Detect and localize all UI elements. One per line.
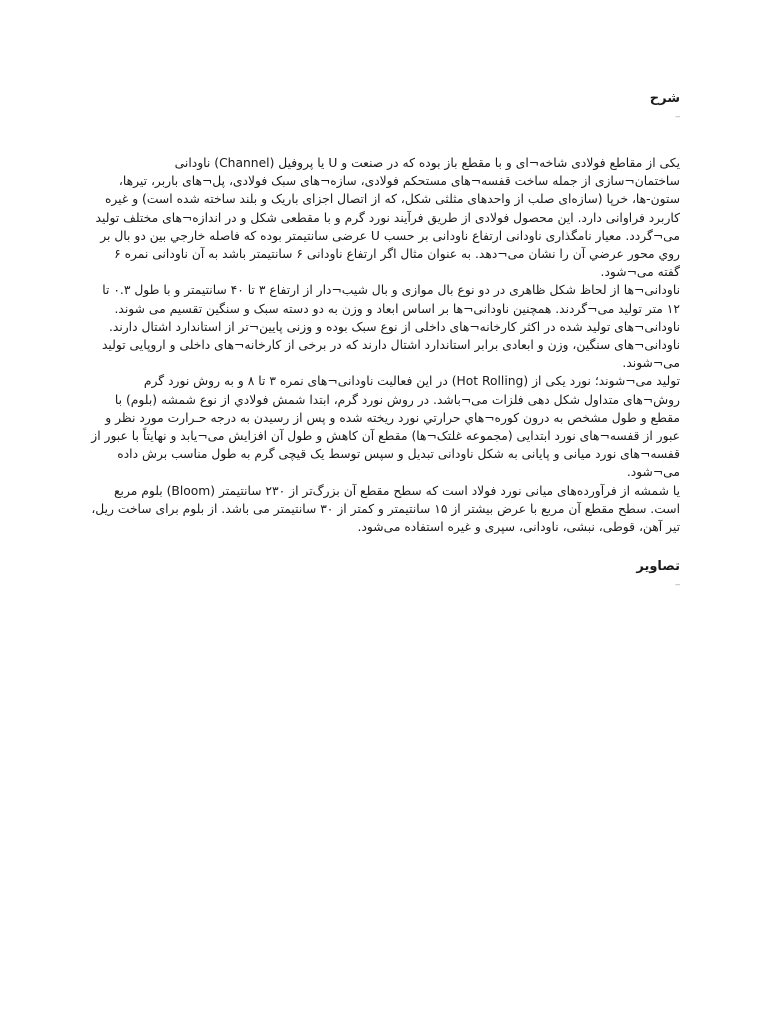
- paragraph-channel-types: ناودانی¬ها از لحاظ شکل ظاهری در دو نوع بال موازی و بال شیب¬دار از ارتفاع ۳ تا ۴۰ سانتیمتر و با طول ۰.۳ تا ۱۲ متر تولید می¬گردند. همچنین ناودانی¬ها بر اساس ابعاد و وزن به دو دسته سبک و سنگین تقسیم می شوند. ناودانی¬های تولید شده در اکثر کارخانه¬های داخلی از نوع سبک بوده و وزنی پایین¬تر از استاندارد اشتال دارند. ناودانی¬های سنگین، وزن و ابعادی برابر استاندارد اشتال دارند که در برخی از کارخانه¬های داخلی و اروپایی تولید می¬شوند.: [101, 283, 680, 371]
- heading-underline-mark: _: [675, 576, 680, 587]
- section-heading-images: تصاویر: [636, 559, 680, 575]
- paragraph-bloom: یا شمشه از فرآورده‌های میانی نورد فولاد است که سطح مقطع آن بزرگ‌تر از ۲۳۰ سانتیمتر (Bloom) بلوم مربع است. سطح مقطع آن مربع با عرض بیشتر از ۱۵ سانتیمتر و کمتر از ۳۰ سانتیمتر می باشد. از بلوم برای ساخت ریل، تیر آهن، قوطی، نبشی، ناودانی، سپری و غیره استفاده می‌شود.: [91, 483, 680, 535]
- section-heading-description: شرح: [649, 91, 680, 106]
- paragraph-hot-rolling: تولید می¬شوند؛ نورد یکی از (Hot Rolling) در این فعالیت ناودانی¬های نمره ۳ تا ۸ و به روش نورد گرم روش¬های متداول شکل دهی فلزات می¬باشد. در روش نورد گرم، ابتدا شمش فولادي از نوع شمشه (بلوم) با مقطع و طول مشخص به درون کوره¬هاي حرارتي نورد ریخته شده و پس از رسیدن به درجه حـرارت مورد نظر و عبور از قفسه¬های نورد ابتدایی (مجموعه غلتک¬ها) مقطع آن کاهش و طول آن افزایش می¬یابد و نهایتاً با عبور از قفسه¬های نورد میانی و پایانی به شکل ناودانی تبدیل و سپس توسط یک قیچی گرم به طول مناسب برش داده می¬شود.: [91, 374, 680, 480]
- description-body: [90, 154, 680, 536]
- document-page: [90, 90, 680, 588]
- paragraph-channel-intro: یکی از مقاطع فولادی شاخه¬ای و با مقطع باز بوده که در صنعت و U یا پروفیل (Channel) ناودانی ساختمان¬سازی از جمله ساخت قفسه¬های مستحکم فولادی، سازه¬های سبک فولادی، پل¬های باربر، تیرها، ستون-ها، خرپا (سازه‌ای صلب از واحدهای مثلثی شکل، که از اتصال اجزای باریک و بلند ساخته شده است) و غیره کاربرد فراوانی دارد. این محصول فولادی از طریق فرآیند نورد گرم و با مقطعی شکل و در اندازه¬های مختلف تولید می¬گردد. معیار نامگذاری ناودانی ارتفاع ناودانی بر حسب U عرضی سانتیمتر بوده که فاصله خارجي بین دو بال بر روي محور عرضي آن را نشان می¬دهد. به عنوان مثال اگر ارتفاع ناودانی ۶ سانتیمتر باشد به آن ناودانی نمره ۶ گفته می¬شود.: [95, 156, 680, 280]
- heading-underline-mark: _: [675, 108, 680, 118]
